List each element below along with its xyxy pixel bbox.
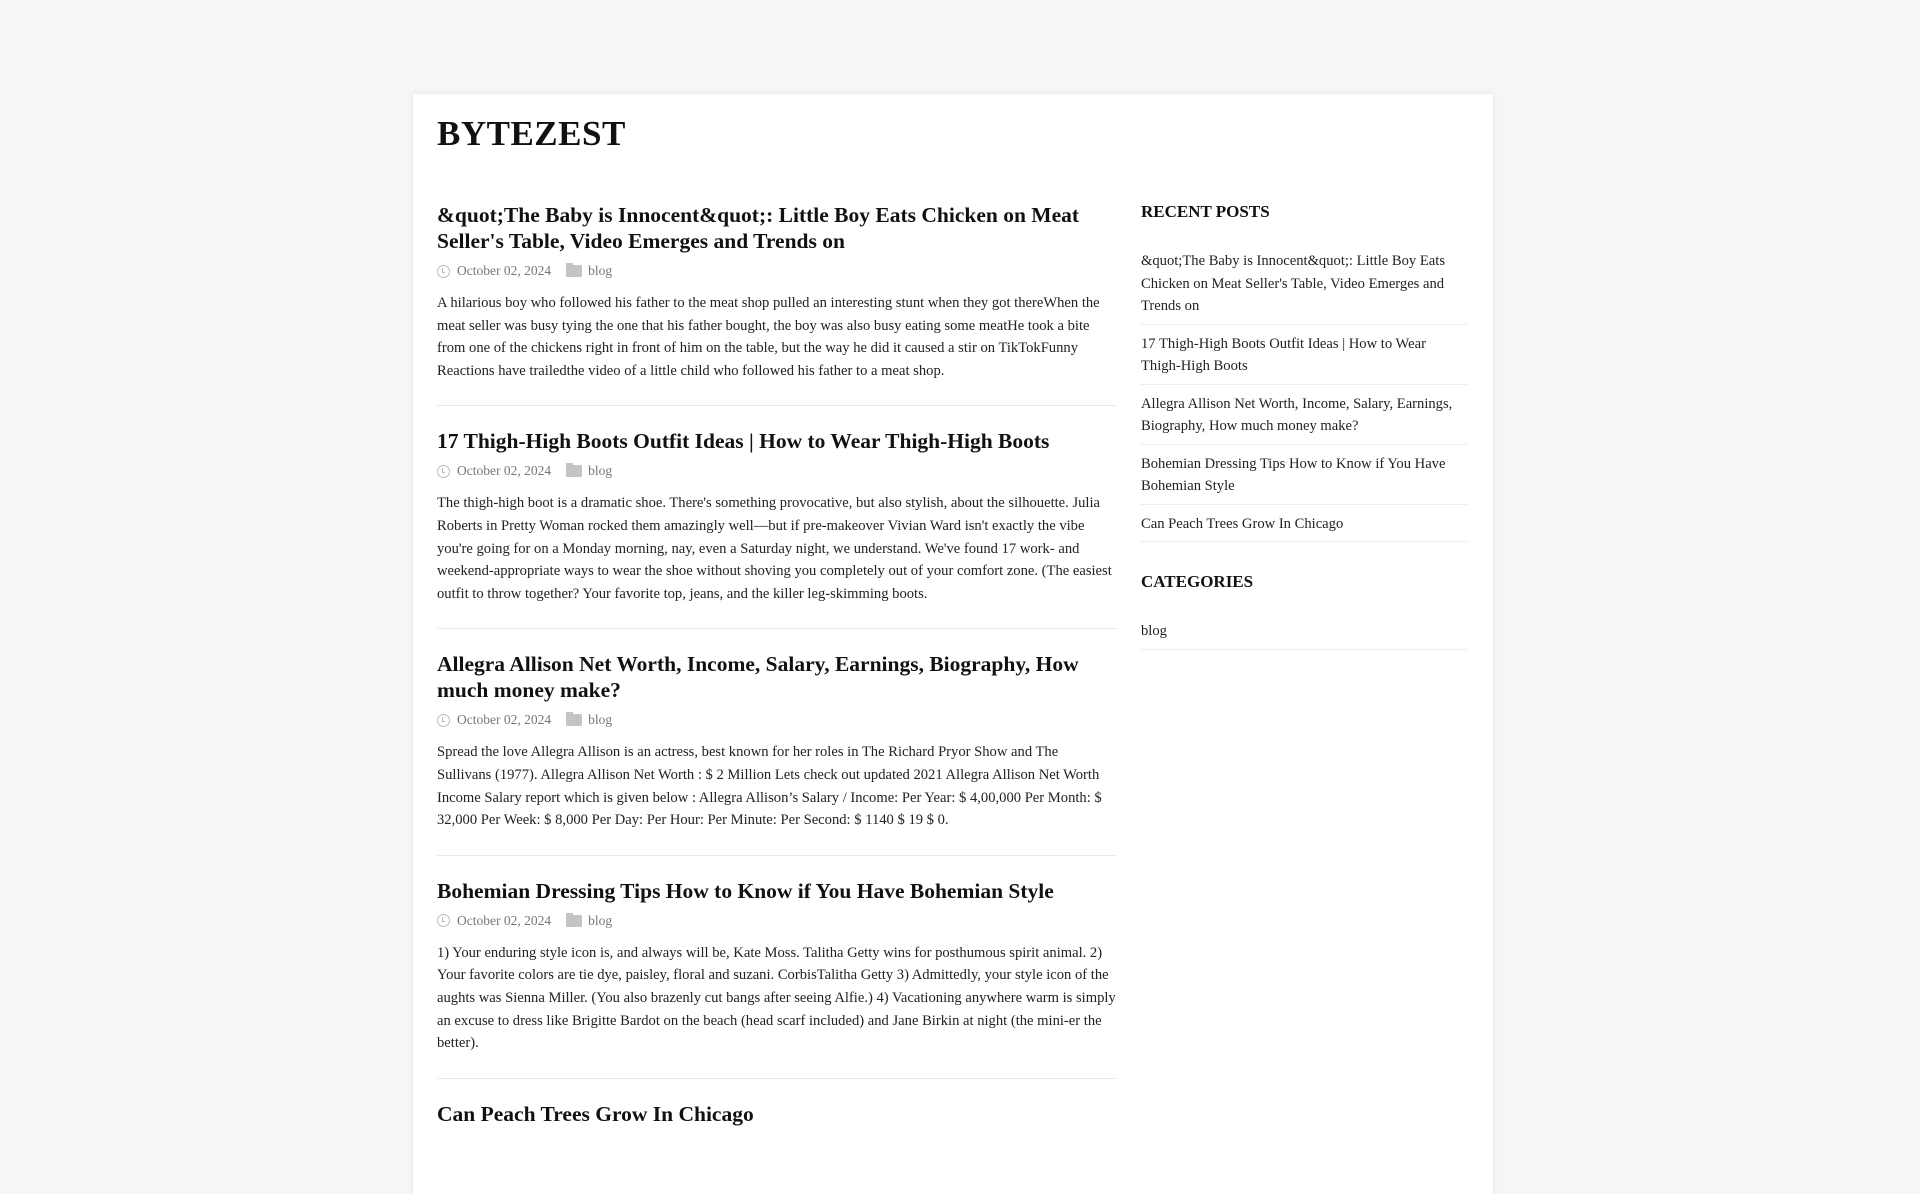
post-item [437,1101,1116,1158]
clock-icon [437,465,450,478]
post-meta [437,711,1116,729]
site-logo[interactable]: BYTEZEST [437,114,626,153]
post-excerpt: Spread the love Allegra Allison is an actress, best known for her roles in The Richard Pryor Show and The Sullivans (1977). Allegra Allison Net Worth : $ 2 Million Lets check out updated 2021 Allegra Allison Net Worth Income Salary report which is given below : Allegra Allison’s Salary / Income: Per Year: $ 4,00,000 Per Month: $ 32,000 Per Week: $ 8,000 Per Day: Per Hour: Per Minute: Per Second: $ 1140 $ 19 $ 0. [437,744,1102,829]
post-item [437,651,1116,855]
post-category[interactable]: blog [588,463,613,479]
recent-post-link[interactable]: &quot;The Baby is Innocent&quot;: Little Boy Eats Chicken on Meat Seller's Table, Video Emerges and Trends on [1141,250,1468,325]
recent-post-link[interactable]: 17 Thigh-High Boots Outfit Ideas | How to Wear Thigh-High Boots [1141,333,1468,385]
clock-icon [437,914,450,927]
post-date: October 02, 2024 [457,712,552,728]
post-title[interactable]: 17 Thigh-High Boots Outfit Ideas | How to Wear Thigh-High Boots [437,429,1050,454]
post-category[interactable]: blog [588,263,613,278]
post-category[interactable]: blog [588,712,613,728]
recent-post-link[interactable]: Bohemian Dressing Tips How to Know if You Have Bohemian Style [1141,453,1468,505]
recent-post-link[interactable]: Allegra Allison Net Worth, Income, Salary, Earnings, Biography, How much money make? [1141,393,1468,445]
recent-posts-list [1141,250,1468,542]
post-meta [437,462,1116,480]
post-date: October 02, 2024 [457,912,552,928]
page-container [413,94,1493,1194]
folder-icon [566,265,582,277]
post-title[interactable]: &quot;The Baby is Innocent&quot;: Little Boy Eats Chicken on Meat Seller's Table, Video Emerges and Trends on [437,203,1080,253]
post-title[interactable]: Bohemian Dressing Tips How to Know if You Have Bohemian Style [437,878,1054,903]
post-excerpt: 1) Your enduring style icon is, and always will be, Kate Moss. Talitha Getty wins for posthumous spirit animal. 2) Your favorite colors are tie dye, paisley, floral and suzani. CorbisTalitha Getty 3) Admittedly, your style icon of the aughts was Sienna Miller. (You also brazenly cut bangs after seeing Alfie.) 4) Vacationing anywhere warm is simply an excuse to dress like Brigitte Bardot on the beach (head scarf included) and Jane Birkin at night (the mini-er the better). [437,944,1116,1052]
post-item [437,428,1116,629]
post-title[interactable]: Allegra Allison Net Worth, Income, Salary, Earnings, Biography, How much money make? [437,652,1079,703]
folder-icon [566,465,582,477]
post-title[interactable]: Can Peach Trees Grow In Chicago [437,1101,754,1126]
recent-post-link[interactable]: Can Peach Trees Grow In Chicago [1141,513,1468,543]
clock-icon [437,265,450,278]
categories-heading: CATEGORIES [1141,572,1254,591]
post-list [437,202,1116,1180]
folder-icon [566,714,582,726]
post-item [437,202,1116,406]
post-category[interactable]: blog [588,912,613,928]
post-excerpt: A hilarious boy who followed his father to the meat shop pulled an interesting stunt when they got thereWhen the meat seller was busy tying the one that his father bought, the boy was also busy eating some meatHe took a bite from one of the chickens right in front of him on the table, but the way he did it caused a stir on TikTokFunny Reactions have trailedthe video of a little child who followed his father to a meat shop. [437,295,1100,379]
sidebar [1141,202,1468,680]
recent-posts-heading: RECENT POSTS [1141,202,1270,221]
post-item [437,878,1116,1079]
categories-list [1141,620,1468,650]
post-date: October 02, 2024 [457,263,552,278]
folder-icon [566,915,582,927]
clock-icon [437,714,450,727]
post-excerpt: The thigh-high boot is a dramatic shoe. There's something provocative, but also stylish, about the silhouette. Julia Roberts in Pretty Woman rocked them amazingly well—but if pre-makeover Vivian Ward isn't exactly the vibe you're going for on a Monday morning, nay, even a Saturday night, we understand. We've found 17 work- and weekend-appropriate ways to wear the shoe without shoving you completely out of your comfort zone. (The easiest outfit to throw together? Your favorite top, jeans, and the killer leg-skimming boots. [437,495,1112,602]
category-link[interactable]: blog [1141,620,1468,650]
post-meta [437,912,1116,930]
post-date: October 02, 2024 [457,463,552,479]
post-meta [437,262,1116,280]
